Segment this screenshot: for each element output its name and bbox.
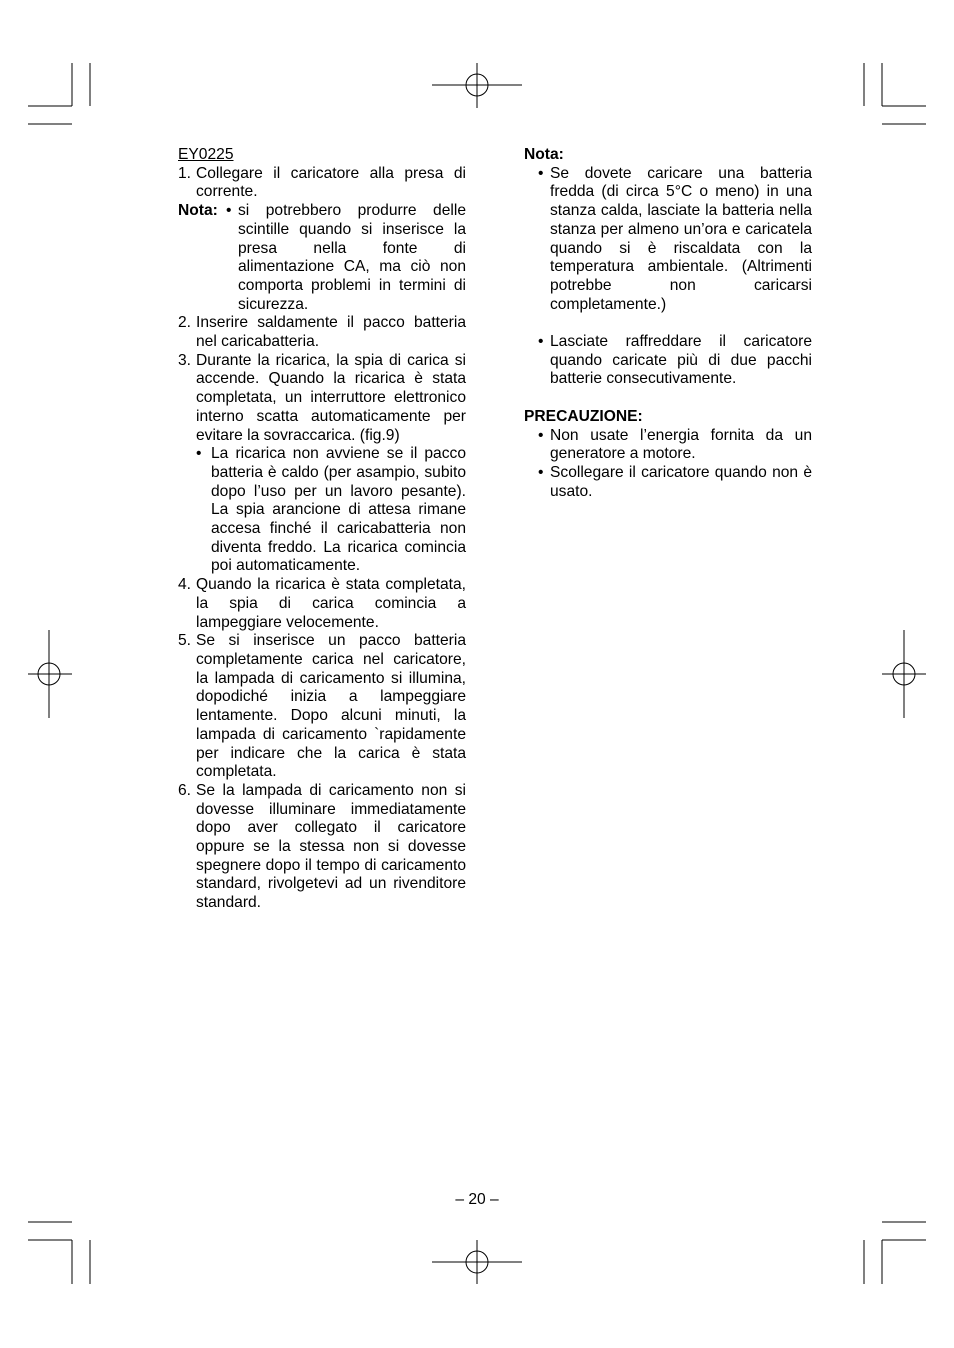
step-3-bullet [196,445,466,576]
note-text: si potrebbero produrre delle scintille quando si inserisce la presa nella fonte di alimentazione CA, ma ciò non comporta problemi in termini di sicurezza. [238,202,466,313]
model-number: EY0225 [178,146,234,163]
page-number: – 20 – [455,1191,499,1208]
bullet-icon: • [226,202,232,220]
bullet-text: Se dovete caricare una batteria fredda (di circa 5°C o meno) in una stanza calda, lasciate la batteria nella stanza per almeno un’ora e caricatela quando si è riscaldata con la temperatura ambientale. (Altrimenti potrebbe non caricarsi completamente.) [550,164,812,313]
bullet-icon: • [538,333,544,351]
step-number: 2. [178,314,192,332]
spacer [524,314,812,333]
step-text: Se si inserisce un pacco batteria completamente carica nel caricatore, la lampada di caricamento si illumina, dopodiché inizia a lampeggiare lentamente. Dopo alcuni minuti, la lampada di caricamento `rapidamente per indicare che la carica è stata completata. [196,632,466,781]
crop-mark-top-left [28,63,90,124]
bullet-text: La ricarica non avviene se il pacco batteria è caldo (per asampio, subito dopo l’uso per un lavoro pesante). La spia arancione di attesa rimane accesa finché il caricabatteria non diventa freddo. La ricarica comincia poi automaticamente. [211,445,466,575]
right-column [524,146,812,501]
step-text: Quando la ricarica è stata completata, la spia di carica comincia a lampeggiare velocemente. [196,576,466,631]
note-heading: Nota: [524,146,564,163]
note-bullet-cold-battery [538,165,812,315]
step-number: 1. [178,164,192,182]
step-text: Inserire saldamente il pacco batteria nel caricabatteria. [196,314,466,351]
crop-mark-bottom-left [28,1222,90,1284]
caution-bullet-unplug [538,464,812,501]
step-number: 4. [178,576,192,594]
bullet-icon: • [538,426,544,444]
caution-heading: PRECAUZIONE: [524,407,643,425]
step-5 [178,632,466,782]
bullet-icon: • [538,463,544,481]
step-2 [178,314,466,351]
bullet-text: Non usate l’energia fornita da un generatore a motore. [550,426,812,463]
step-number: 5. [178,632,192,650]
caution-bullet-generator [538,427,812,464]
step-text: Se la lampada di caricamento non si dovesse illuminare immediatamente dopo aver collegato il caricatore oppure se la stessa non si dovesse spegnere dopo il tempo di caricamento standard, rivolgetevi ad un rivenditore standard. [196,781,466,912]
step-4 [178,576,466,632]
spacer [524,389,812,408]
note-label: Nota: [178,202,218,220]
step-number: 3. [178,351,192,369]
step-text: Durante la ricarica, la spia di carica si accende. Quando la ricarica è stata completata, un interruttore elettronico interno scatta automaticamente per evitare la sovraccarica. (fig.9) [196,351,466,444]
registration-mark-left [28,630,72,718]
bullet-text: Scollegare il caricatore quando non è usato. [550,463,812,500]
crop-mark-bottom-right [864,1222,926,1284]
bullet-text: Lasciate raffreddare il caricatore quando caricate più di due pacchi batterie consecutivamente. [550,333,812,388]
step-3 [178,352,466,446]
registration-mark-right [882,630,926,718]
crop-mark-top-right [864,63,926,124]
registration-mark-bottom [432,1240,522,1284]
registration-mark-top [432,63,522,108]
step-6 [178,782,466,913]
left-column [178,146,466,913]
note-sparks [178,202,466,314]
step-text: Collegare il caricatore alla presa di corrente. [196,164,466,201]
bullet-icon: • [538,164,544,182]
bullet-icon: • [196,445,202,463]
step-1 [178,165,466,202]
note-bullet-cool-charger [538,333,812,389]
step-number: 6. [178,781,192,799]
